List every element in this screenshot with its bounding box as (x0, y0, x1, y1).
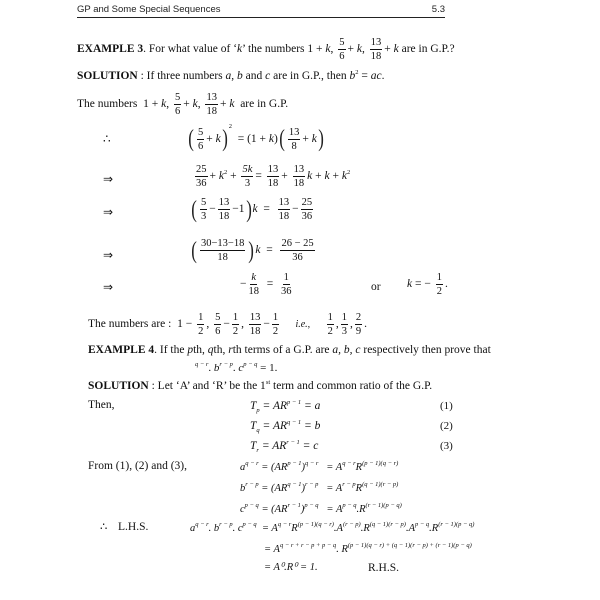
numerator: 26 − 25 (280, 238, 314, 251)
exponent: 2 (228, 123, 232, 130)
fraction (197, 127, 204, 152)
text: are in G.P., then (270, 70, 350, 82)
superscript: st (265, 379, 271, 386)
prove-statement: $^{q - r}$. $b^{r - p}$. $c^{p - q} = 1$. (195, 361, 278, 374)
numerator: 1 (436, 272, 443, 285)
text: = a (304, 400, 321, 412)
step-2: $\frac{25}{36}$ + $k^2$ + $\frac{5k}{3}$ = $\frac{13}{18}$ + $\frac{13}{18}$ $k + k + k^2$ (196, 164, 351, 190)
paren-close: ) (318, 126, 324, 153)
step-3: ( $\frac{5}{3}$ − $\frac{13}{18}$ −1)k = $\frac{13}{18}$ − $\frac{25}{36}$ (191, 196, 313, 223)
fraction (241, 164, 253, 189)
denominator: 18 (370, 51, 382, 63)
text: The numbers (77, 98, 138, 111)
fraction (301, 197, 314, 222)
fraction (200, 238, 245, 263)
fraction (249, 312, 262, 337)
example-3-question: EXAMPLE 3. For what value of ‘k’ the numbers 1 + k, $\frac{5}{6}$ + k, $\frac{13}{18}$ + k are in G.P.? (77, 37, 455, 63)
text: = 1. (260, 362, 278, 374)
exponent: p − 1 (287, 399, 302, 406)
fraction (436, 272, 443, 297)
text: , (231, 70, 238, 82)
equation-tag-3: (3) (440, 440, 453, 452)
numerator: 2 (355, 312, 362, 325)
combined-exponents: = $A^{q - r + r - p + p - q}$. $R^{(p - 1)(q - r) + (q - 1)(r - p) + (r - 1)(p - q)}$ (264, 542, 472, 555)
text: = A⁰.R⁰ = 1. (264, 562, 318, 573)
implies-symbol: ⇒ (103, 172, 114, 186)
derivation-c: $c^{p - q} = (AR^{r - 1})^{p - q} = A^{p - q}.R^{(r - 1)(p - q)}$ (240, 502, 402, 515)
equation-1: $T_p = AR^{p - 1} = a$ (250, 399, 321, 414)
var-k: k (407, 278, 413, 291)
k-result: k = − $\frac{1}{2}$ . (407, 272, 448, 298)
fraction (174, 92, 181, 117)
exponent: r − p (219, 361, 233, 368)
example-4-label: EXAMPLE 4 (88, 344, 155, 356)
text: : Let ‘A’ and ‘R’ be the 1 (148, 380, 266, 392)
denominator: 2 (232, 326, 239, 338)
fraction (249, 272, 260, 297)
paren-open: ( (191, 237, 197, 264)
var-k: k (237, 43, 243, 56)
denominator: 36 (292, 252, 303, 264)
equation-2: $T_q = AR^{q - 1} = b$ (250, 419, 321, 434)
var-k: k (215, 133, 221, 145)
numerator: 1 (232, 312, 239, 325)
fraction (327, 312, 334, 337)
text: . If the (154, 344, 188, 356)
fraction (200, 197, 207, 222)
denominator: 18 (293, 178, 305, 190)
var-k: k (307, 170, 313, 183)
implies-symbol: ⇒ (103, 248, 114, 262)
ie-text: i.e., (295, 319, 311, 331)
fraction (370, 37, 383, 62)
numerator: 13 (293, 164, 306, 177)
var-r: r (228, 344, 233, 356)
exponent: q − 1 (287, 419, 302, 426)
denominator: 18 (249, 326, 261, 338)
denominator: 18 (218, 211, 230, 223)
paren-open: ( (191, 196, 197, 223)
denominator: 6 (174, 106, 181, 118)
fraction (355, 312, 362, 337)
numerator: 5 (197, 127, 204, 140)
fraction (272, 312, 279, 337)
denominator: 18 (278, 211, 290, 223)
var-k: k (325, 43, 331, 56)
numerator: 13 (370, 37, 383, 50)
var-p: p (187, 344, 194, 356)
denominator: 2 (198, 326, 204, 338)
numerator: 13 (267, 164, 280, 177)
exponent: 2 (355, 69, 359, 76)
therefore-symbol: ∴ (103, 132, 111, 146)
numerator: 13 (205, 92, 218, 105)
final-result (264, 563, 318, 574)
implies-symbol: ⇒ (103, 205, 114, 219)
denominator: 18 (267, 178, 279, 190)
page-number: 5.3 (431, 4, 445, 15)
text: = c (302, 440, 319, 452)
derivation-a: $a^{q - r} = (AR^{p - 1})^{q - r} = A^{q - r}R^{(p - 1)(q - r)}$ (240, 460, 399, 473)
fraction (281, 272, 292, 297)
chapter-title: GP and Some Special Sequences (77, 4, 221, 15)
text: respectively then prove that (360, 344, 491, 356)
numerator: 5 (200, 197, 207, 210)
text: th terms of a G.P. are (232, 344, 333, 356)
numbers-are-line: The numbers are : 1 − $\frac{1}{2}$ , $\frac{5}{6}$ − $\frac{1}{2}$ , $\frac{13}{18}$ − $\frac{1}{2}$ i.e., $\frac{1}{2}$ , $\frac{1}{3}$ , $\frac{2}{9}$ . (88, 312, 367, 338)
text: are in G.P. (240, 98, 289, 111)
text: th, (193, 344, 208, 356)
text: . (381, 70, 385, 82)
text: are in G.P.? (401, 43, 455, 56)
lhs-label: L.H.S. (118, 521, 149, 533)
paren-close: ) (221, 126, 228, 153)
exponent: p − q (243, 361, 258, 368)
var-b: b (237, 70, 243, 82)
fraction (218, 197, 231, 222)
fraction (197, 312, 204, 337)
var-c: c (238, 362, 244, 374)
numerator: 1 (283, 272, 290, 285)
rhs-label: R.H.S. (368, 562, 399, 574)
paren-close: ) (248, 237, 255, 264)
numerator: 5k (241, 164, 253, 177)
text: ’ the numbers 1 + (242, 43, 326, 56)
numerator: 25 (195, 164, 208, 177)
denominator: 18 (248, 286, 259, 298)
denominator: 36 (196, 178, 207, 190)
numerator: 13 (288, 127, 301, 140)
example-4-question (88, 345, 491, 357)
denominator: 3 (244, 178, 251, 190)
numerator: 13 (218, 197, 231, 210)
denominator: 36 (301, 211, 313, 223)
text: = AR (261, 440, 287, 452)
var-c: c (265, 70, 271, 82)
text: = AR (262, 420, 288, 432)
numerator: 30−13−18 (200, 238, 245, 251)
fraction (293, 164, 306, 189)
numbers-line: The numbers 1 + k, $\frac{5}{6}$ + k, $\frac{13}{18}$ + k are in G.P. (77, 92, 289, 118)
var-k: k (252, 203, 258, 216)
var-k: k (356, 43, 362, 56)
numerator: 5 (174, 92, 181, 105)
denominator: 3 (201, 211, 207, 223)
step-1: ( $\frac{5}{6}$ + k)$^2$ = (1 + k)( $\frac{13}{8}$ + k) (188, 123, 324, 153)
derivation-b: $b^{r - p} = (AR^{q - 1})^{r - p} = A^{r - p}R^{(q - 1)(r - p)}$ (240, 481, 399, 494)
numerator: 13 (249, 312, 262, 325)
fraction (278, 197, 291, 222)
example-3-label: EXAMPLE 3 (77, 43, 144, 56)
fraction (267, 164, 280, 189)
text: : If three numbers (137, 70, 226, 82)
exponent: r − 1 (286, 439, 300, 446)
var-a: a (225, 70, 232, 82)
fraction (341, 312, 348, 337)
denominator: 3 (341, 326, 347, 338)
text: and (242, 70, 266, 82)
fraction (195, 164, 208, 189)
var-k: k (268, 133, 275, 145)
fraction (205, 92, 218, 117)
equation-tag-1: (1) (440, 400, 453, 412)
text: th, (213, 344, 229, 356)
denominator: 2 (436, 286, 442, 298)
numerator: 1 (197, 312, 204, 325)
var-k: k (324, 170, 330, 183)
header-rule (77, 17, 445, 18)
var-k: k (192, 98, 198, 111)
text: The numbers are : (88, 318, 172, 331)
var-b: b (213, 362, 220, 374)
fraction (338, 37, 345, 62)
denominator: 8 (291, 140, 297, 152)
denominator: 9 (355, 326, 362, 338)
var-q: q (207, 344, 214, 356)
var-ac: ac (370, 70, 382, 82)
step-4: ( $\frac{30-13-18}{18}$ )k = $\frac{26 - 25}{36}$ (191, 237, 314, 264)
paren-close: ) (245, 196, 252, 223)
var-k: k (218, 170, 224, 183)
var-k: k (393, 43, 399, 56)
denominator: 18 (206, 106, 217, 118)
lhs-expansion: $a^{q - r}$. $b^{r - p}$. $c^{p - q} = A^{q - r}R^{(p - 1)(q - r)}.A^{(r - p)}.R^{(q - 1)(r - p)}.A^{p - q}.R^{(r - 1)(p - q)}$ (190, 521, 475, 534)
fraction (232, 312, 239, 337)
var-k: k (341, 170, 347, 183)
numerator: 5 (214, 312, 221, 325)
exponent: 2 (223, 169, 228, 177)
numerator: 5 (338, 37, 345, 50)
step-5: − $\frac{k}{18}$ = $\frac{1}{36}$ (240, 272, 292, 298)
numerator: 1 (341, 312, 348, 325)
equation-tag-2: (2) (440, 420, 453, 432)
solution-3-intro (77, 70, 384, 83)
solution-4-intro (88, 380, 432, 393)
var-k: k (311, 133, 317, 145)
therefore-symbol: ∴ (100, 521, 108, 533)
denominator: 2 (272, 326, 279, 338)
solution-label: SOLUTION (77, 70, 138, 82)
exponent: 2 (346, 169, 351, 177)
numerator: 1 (327, 312, 334, 325)
numerator: 25 (301, 197, 314, 210)
var-abc: a, b, c (332, 344, 361, 356)
denominator: 2 (327, 326, 333, 338)
text: . For what value of ‘ (143, 43, 238, 56)
fraction (214, 312, 221, 337)
var-b: b (349, 70, 356, 82)
numerator: 13 (278, 197, 291, 210)
var-k: k (229, 98, 235, 111)
numerator: 1 (272, 312, 279, 325)
solution-label: SOLUTION (88, 380, 149, 392)
text: = (358, 70, 371, 82)
numerator: k (250, 272, 257, 285)
text: = b (304, 420, 321, 432)
fraction (288, 127, 301, 152)
denominator: 36 (281, 286, 292, 298)
then-label: Then, (88, 399, 115, 411)
equation-3: $T_r = AR^{r - 1} = c$ (250, 439, 319, 454)
paren-open: ( (279, 126, 285, 153)
text: term and common ratio of the G.P. (270, 380, 433, 392)
exponent: q − r (195, 361, 209, 368)
denominator: 6 (215, 326, 221, 338)
denominator: 6 (339, 51, 345, 63)
var-k: k (161, 98, 167, 111)
or-text: or (371, 281, 381, 293)
from-label: From (1), (2) and (3), (88, 460, 188, 472)
denominator: 18 (217, 252, 228, 264)
fraction (280, 238, 314, 263)
denominator: 6 (198, 140, 204, 152)
text: = AR (262, 400, 288, 412)
var-k: k (255, 244, 261, 257)
paren-open: ( (188, 126, 194, 153)
implies-symbol: ⇒ (103, 280, 114, 294)
